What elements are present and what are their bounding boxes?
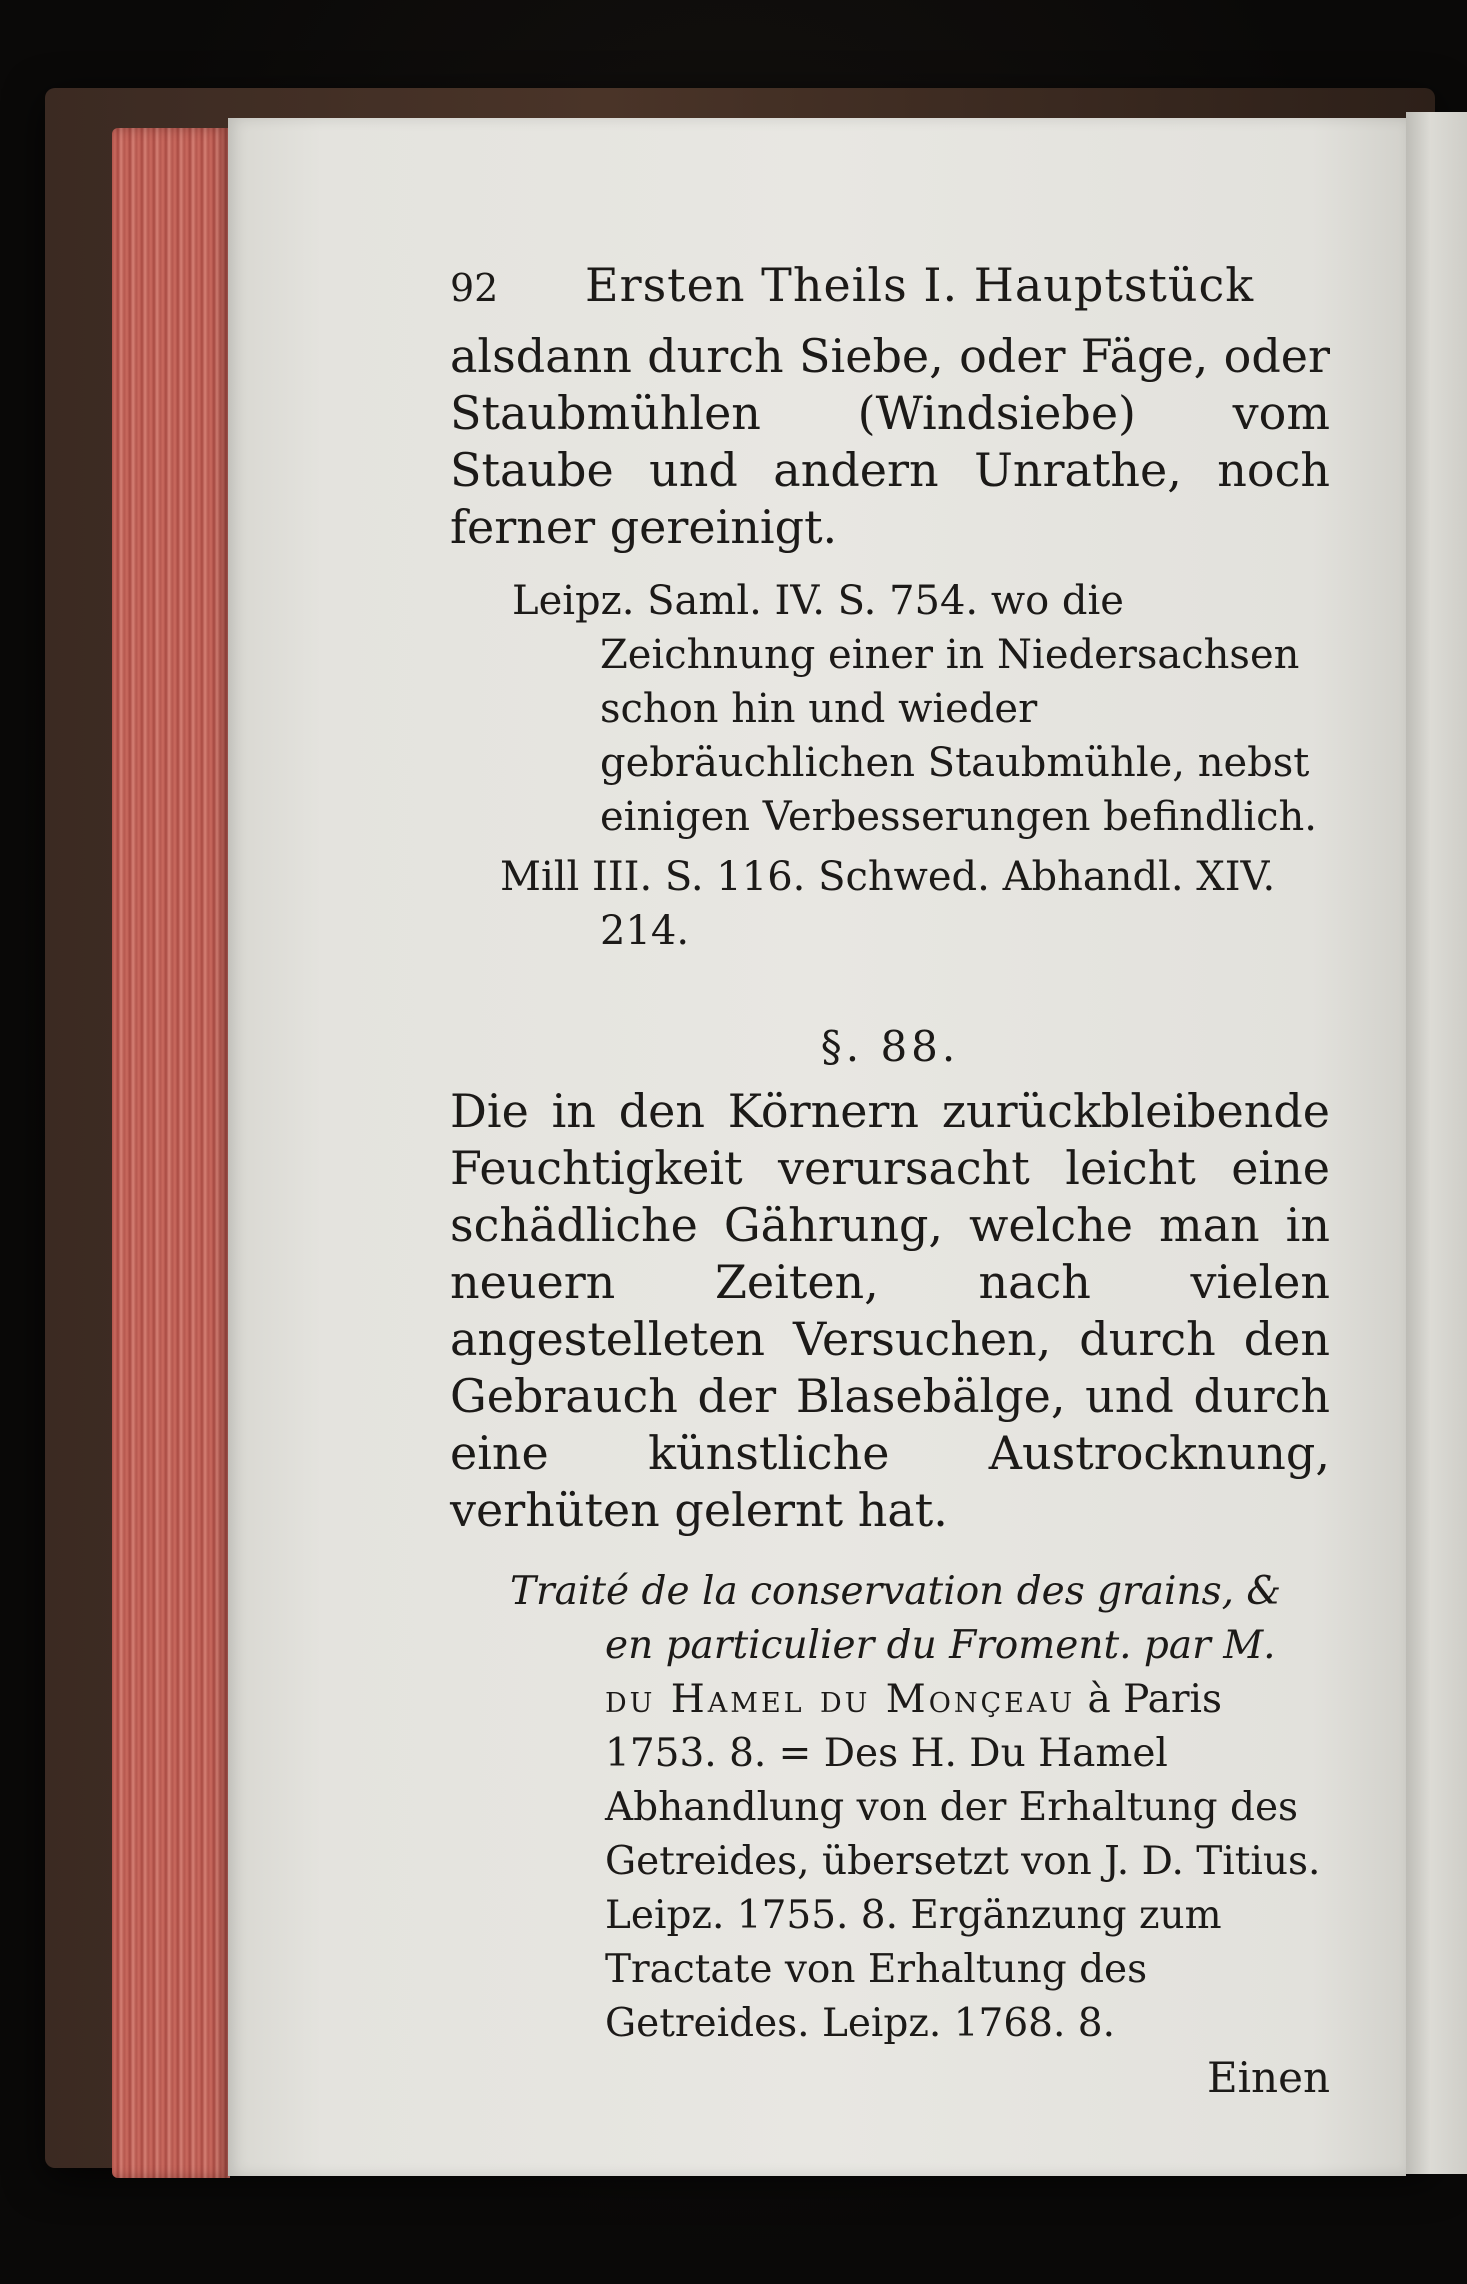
- reference-place: à Paris 1753.: [605, 1677, 1223, 1776]
- page-number: 92: [450, 266, 499, 310]
- reference-german-edition: 8. = Des H. Du Hamel Abhandlung von der Erhaltung des Getreides, übersetzt von J. D. Titius. Leipz. 1755. 8. Ergänzung zum Tractate von Erhaltung des Getreides. Leipz. 1768. 8.: [605, 1731, 1321, 2046]
- facing-page-edge: [1406, 112, 1467, 2174]
- reference-duhamel: [450, 1565, 1330, 2051]
- running-title: Ersten Theils I. Hauptstück: [585, 258, 1255, 312]
- reference-mill: Mill III. S. 116. Schwed. Abhandl. XIV. 214.: [500, 854, 1276, 954]
- paragraph-section-88: Die in den Körnern zurückbleibende Feuchtigkeit verursacht leicht eine schädliche Gährung, welche man in neuern Zeiten, nach vielen angestelleten Versuchen, durch den Gebrauch der Blasebälge, und durch eine künstliche Austrocknung, verhüten gelernt hat.: [450, 1084, 1330, 1537]
- page-edges: [112, 128, 230, 2178]
- catchword: Einen: [1206, 2053, 1330, 2102]
- page-content: [450, 258, 1330, 2105]
- reference-author: du Hamel du Monçeau: [605, 1677, 1076, 1722]
- reference-french-title: Traité de la conservation des grains, & en particulier du Froment. par M.: [510, 1569, 1282, 1668]
- reference-leipzig: Leipz. Saml. IV. S. 754. wo die Zeichnung einer in Niedersachsen schon hin und wieder gebräuchlichen Staubmühle, nebst einigen Verbesserungen befindlich.: [512, 578, 1317, 840]
- paragraph-continuation: alsdann durch Siebe, oder Fäge, oder Staubmühlen (Windsiebe) vom Staube und andern Unrathe, noch ferner gereinigt.: [450, 329, 1330, 554]
- running-head: [450, 258, 1330, 328]
- section-heading: §. 88.: [820, 1022, 960, 1071]
